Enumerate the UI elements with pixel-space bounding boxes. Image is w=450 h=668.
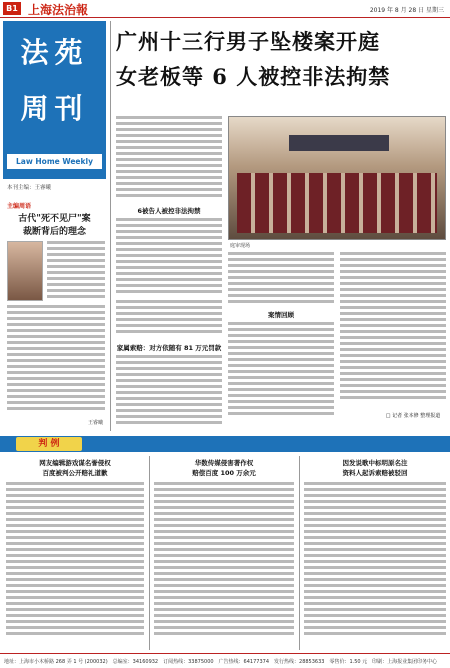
column-label: 主编周语: [7, 203, 32, 210]
article-c-title1: 因发说歌中标明原名注: [342, 459, 408, 467]
footer-info: 地址：上海市小木桥路 268 弄 1 号 (200032) 总编室：34160932 订阅热线：33875000 广告热线：64177374 发行热线：28853633 零售价：1.50 元 印刷：上海报业集团印务中心: [0, 653, 450, 668]
article-column-3: [228, 252, 334, 306]
section-nameplate: [3, 21, 106, 179]
sidebar-column: [3, 21, 106, 431]
section-title-top: 法苑: [20, 36, 89, 69]
section-title-bottom: 周刊: [20, 92, 89, 125]
case-section-label: 判 例: [16, 437, 82, 451]
subhead-case-review: 案情回顾: [268, 311, 294, 319]
editor-credit: 本刊主编：王睿曦: [7, 185, 52, 191]
article-c-text: [304, 482, 446, 638]
author-photo: [7, 241, 43, 301]
article-a-title1: 网友编辑游戏谋名誉侵权: [39, 459, 111, 467]
lower-divider-2: [299, 456, 300, 650]
article-a-title2: 百度被判公开赔礼道歉: [42, 469, 108, 477]
gallery-seats: [237, 173, 437, 233]
headline-line1: 广州十三行男子坠楼案开庭: [116, 29, 380, 54]
article-c-title2: 资料人起诉索赔被驳回: [342, 469, 408, 477]
article-b-title2: 赔偿百度 100 万余元: [192, 469, 256, 477]
issue-date: 2019 年 8 月 28 日 星期三: [369, 7, 444, 14]
article-column-4: [340, 252, 446, 402]
article-column-2: [116, 300, 222, 336]
article-byline: □ 记者 张本修 整理报道: [385, 413, 441, 419]
section-english-title: Law Home Weekly: [7, 154, 102, 169]
masthead: [0, 0, 450, 18]
headline-line2: 女老板等 6 人被控非法拘禁: [116, 64, 391, 89]
subhead-defendants: 6被告人被控非法拘禁: [137, 207, 201, 215]
side-story-text: [47, 241, 105, 301]
column-divider: [110, 21, 111, 431]
judges-bench: [289, 135, 389, 151]
article-b-title1: 华数传媒侵害著作权: [194, 459, 254, 467]
article-column-1b: [116, 218, 222, 296]
article-column-1: [116, 116, 222, 200]
lower-divider-1: [149, 456, 150, 650]
page-badge: B1: [3, 2, 21, 15]
courtroom-photo: [228, 116, 446, 240]
article-a-text: [6, 482, 144, 638]
article-b-text: [154, 482, 294, 638]
paper-name: 上海法治報: [28, 3, 89, 17]
side-story-text-cont: [7, 305, 105, 413]
side-story-title-line2: 裁断背后的理念: [22, 227, 86, 237]
photo-caption: 庭审现场: [230, 243, 251, 249]
side-story-signature: 王睿曦: [87, 420, 103, 426]
side-story-title-line1: 古代"死不见尸"案: [18, 214, 91, 224]
article-column-2b: [116, 355, 222, 427]
article-column-3b: [228, 322, 334, 418]
subhead-compensation: 家属索赔：对方依随有 81 万元罚款: [116, 344, 222, 352]
case-section-band: [0, 436, 450, 452]
